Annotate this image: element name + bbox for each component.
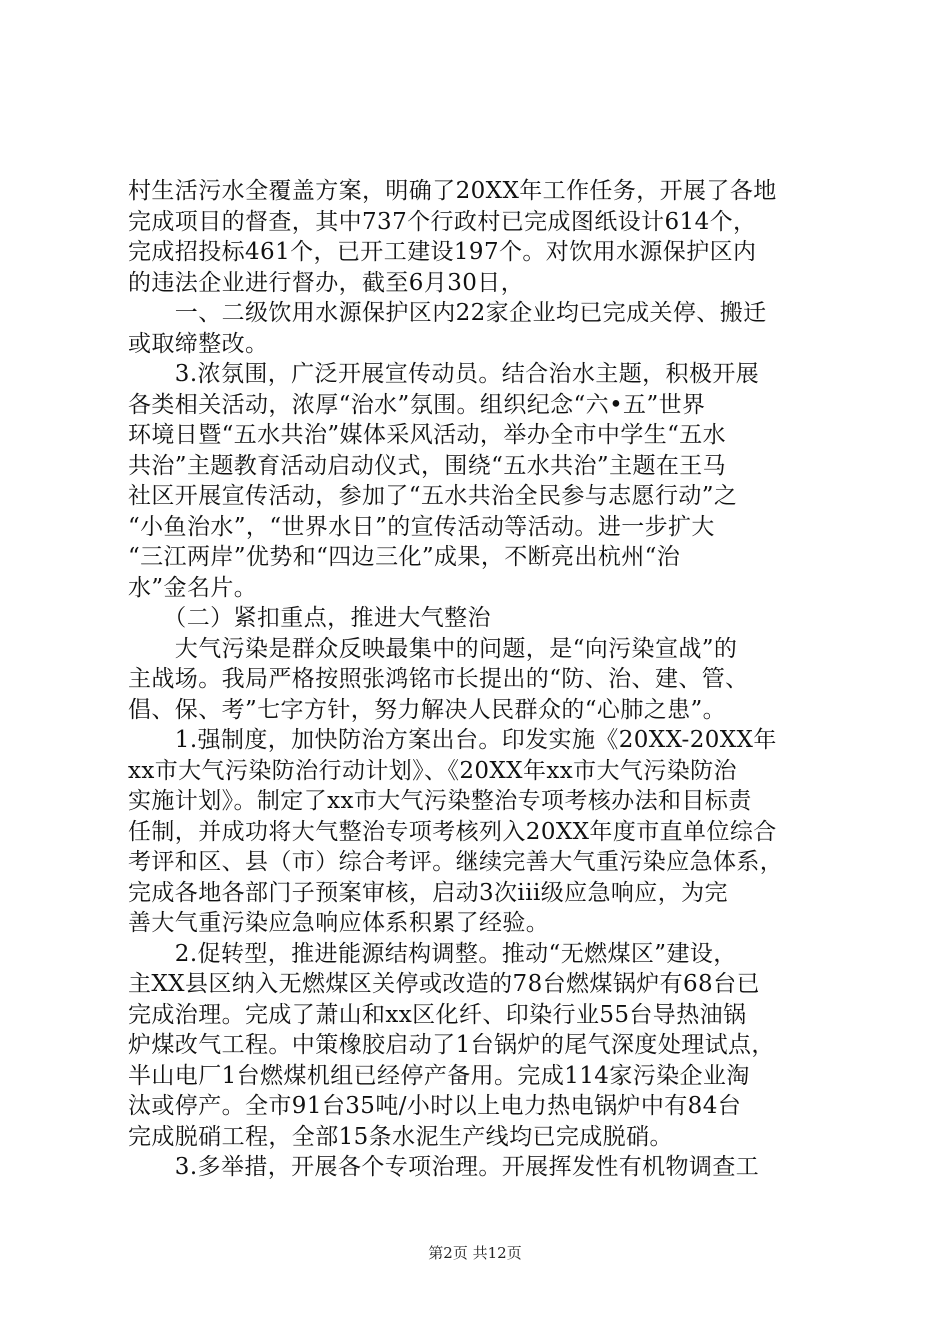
section-heading: （二）紧扣重点，推进大气整治 (128, 605, 491, 631)
text-line: 完成招投标461个，已开工建设197个。对饮用水源保护区内 (128, 239, 757, 265)
text-line: 实施计划》。制定了xx市大气污染整治专项考核办法和目标责 (128, 788, 752, 814)
text-line: 半山电厂1台燃煤机组已经停产备用。完成114家污染企业淘 (128, 1062, 750, 1089)
text-line: 完成各地各部门子预案审核，启动3次iii级应急响应，为完 (128, 879, 728, 906)
text-line: 或取缔整改。 (128, 330, 269, 357)
text-line: 2.促转型，推进能源结构调整。推动“无燃煤区”建设， (128, 940, 737, 967)
text-line: 完成项目的督查，其中737个行政村已完成图纸设计614个， (128, 208, 757, 235)
page-footer: 第2页 共12页 (428, 1244, 522, 1262)
text-line: 主XX县区纳入无燃煤区关停或改造的78台燃煤锅炉有68台已 (128, 971, 760, 997)
text-line: 善大气重污染应急响应体系积累了经验。 (128, 910, 550, 936)
text-line: 共治”主题教育活动启动仪式，围绕“五水共治”主题在王马 (128, 452, 727, 479)
text-line: 一、二级饮用水源保护区内22家企业均已完成关停、搬迁 (128, 300, 767, 326)
text-line: 汰或停产。全市91台35吨/小时以上电力热电锅炉中有84台 (128, 1093, 742, 1119)
text-line: 任制，并成功将大气整治专项考核列入20XX年度市直单位综合 (128, 818, 777, 845)
text-line: xx市大气污染防治行动计划》、《20XX年xx市大气污染防治 (128, 757, 737, 784)
text-line: 倡、保、考”七字方针，努力解决人民群众的“心肺之患”。 (128, 696, 727, 723)
text-line: 水”金名片。 (128, 574, 258, 601)
text-line: 完成治理。完成了萧山和xx区化纤、印染行业55台导热油锅 (128, 1001, 747, 1028)
text-line: 完成脱硝工程，全部15条水泥生产线均已完成脱硝。 (128, 1123, 673, 1150)
text-line: 环境日暨“五水共治”媒体采风活动，举办全市中学生“五水 (128, 422, 727, 448)
body-text (128, 176, 828, 1183)
text-line: 社区开展宣传活动，参加了“五水共治全民参与志愿行动”之 (128, 483, 738, 509)
text-line: 各类相关活动，浓厚“治水”氛围。组织纪念“六•五”世界 (128, 391, 706, 418)
text-line: 的违法企业进行督办，截至6月30日， (128, 269, 525, 296)
text-line: “小鱼治水”，“世界水日”的宣传活动等活动。进一步扩大 (128, 513, 715, 540)
text-line: 炉煤改气工程。中策橡胶启动了1台锅炉的尾气深度处理试点， (128, 1032, 775, 1058)
text-line: 主战场。我局严格按照张鸿铭市长提出的“防、治、建、管、 (128, 666, 749, 692)
text-line: 大气污染是群众反映最集中的问题，是“向污染宣战”的 (128, 635, 738, 662)
text-line: 1.强制度，加快防治方案出台。印发实施《20XX-20XX年 (128, 727, 777, 753)
text-line: 考评和区、县（市）综合考评。继续完善大气重污染应急体系， (128, 849, 784, 875)
text-line: 3.多举措，开展各个专项治理。开展挥发性有机物调查工 (128, 1154, 760, 1180)
text-line: 村生活污水全覆盖方案，明确了20XX年工作任务，开展了各地 (128, 178, 777, 204)
text-line: 3.浓氛围，广泛开展宣传动员。结合治水主题，积极开展 (128, 361, 760, 387)
text-line: “三江两岸”优势和“四边三化”成果，不断亮出杭州“治 (128, 544, 681, 570)
